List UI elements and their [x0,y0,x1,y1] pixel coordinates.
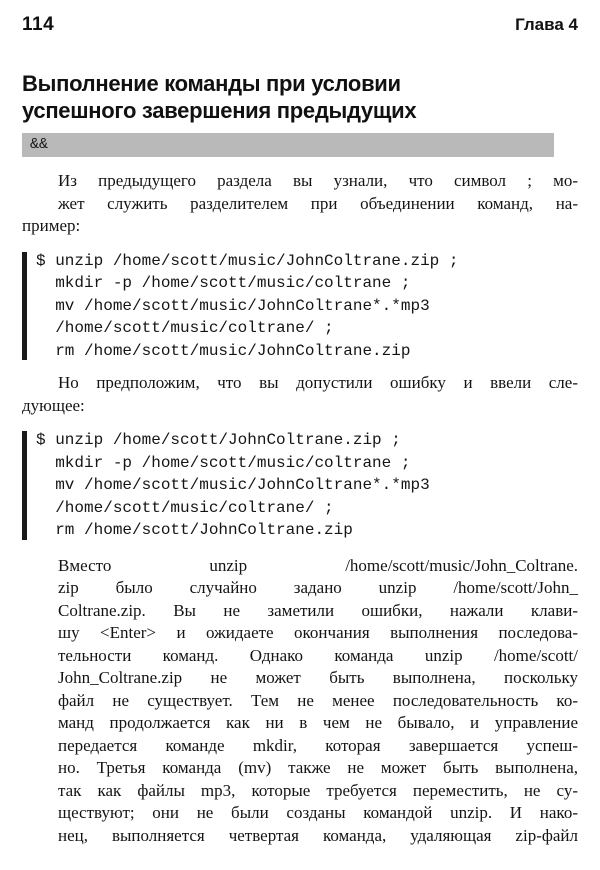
code-line: rm /home/scott/music/JohnColtrane.zip [36,341,411,360]
code-line: $ unzip /home/scott/JohnColtrane.zip ; [36,431,401,449]
section-title-line: успешного завершения предыдущих [22,98,417,123]
paragraph-intro [22,170,578,238]
paragraph-line: передается команде mkdir, которая завершается успеш- [58,735,578,755]
code-margin-bar [22,431,27,540]
paragraph-line: нец, выполняется четвертая команда, удаляющая zip-файл [58,825,578,845]
paragraph-line: zip было случайно задано unzip /home/scott/John_ [58,578,578,597]
code-line: mv /home/scott/music/JohnColtrane*.*mp3 [36,476,430,494]
section-title [22,70,578,124]
operator-banner [22,133,554,157]
paragraph-line: пример: [22,216,81,235]
operator-text: && [30,136,49,153]
code-line: mv /home/scott/music/JohnColtrane*.*mp3 [36,296,430,315]
paragraph-line: файл не существует. Тем не менее последовательность ко- [58,690,578,710]
paragraph-line: Вместо unzip /home/scott/music/John_Coltrane. [58,555,578,575]
paragraph-line: шу <Enter> и ожидаете окончания выполнения последова- [58,623,578,642]
paragraph-line: но. Третья команда (mv) также не может быть выполнена, [58,758,578,777]
section-title-line: Выполнение команды при условии [22,71,401,96]
paragraph-line: ществуют; они не были созданы командой unzip. И нако- [58,803,578,822]
code-line: /home/scott/music/coltrane/ ; [36,498,334,517]
code-block-mistake [22,429,578,542]
code-line: $ unzip /home/scott/music/JohnColtrane.zip ; [36,251,459,270]
code-line: /home/scott/music/coltrane/ ; [36,319,334,337]
code-line: mkdir -p /home/scott/music/coltrane ; [36,274,411,292]
paragraph-line: Но предположим, что вы допустили ошибку и ввели сле- [58,373,578,392]
paragraph-line: Coltrane.zip. Вы не заметили ошибки, нажали клави- [58,600,578,620]
code-line: rm /home/scott/JohnColtrane.zip [36,521,353,539]
paragraph-line: манд продолжается как ни в чем не бывало, и управление [58,713,578,732]
page-header [22,14,578,44]
paragraph-line: дующее: [22,395,85,415]
paragraph-line: жет служить разделителем при объединении команд, на- [58,193,578,213]
code-margin-bar [22,252,27,361]
paragraph-line: John_Coltrane.zip не может быть выполнена, поскольку [58,668,578,687]
paragraph-line: тельности команд. Однако команда unzip /home/scott/ [58,645,578,665]
paragraph-mistake [22,372,578,417]
code-block-correct [22,250,578,363]
paragraph-explanation [22,555,578,848]
paragraph-line: Из предыдущего раздела вы узнали, что символ ; мо- [58,171,578,190]
code-line: mkdir -p /home/scott/music/coltrane ; [36,453,411,472]
chapter-label: Глава 4 [515,15,578,34]
paragraph-line: так как файлы mp3, которые требуется переместить, не су- [58,780,578,800]
page-number: 114 [22,14,55,35]
